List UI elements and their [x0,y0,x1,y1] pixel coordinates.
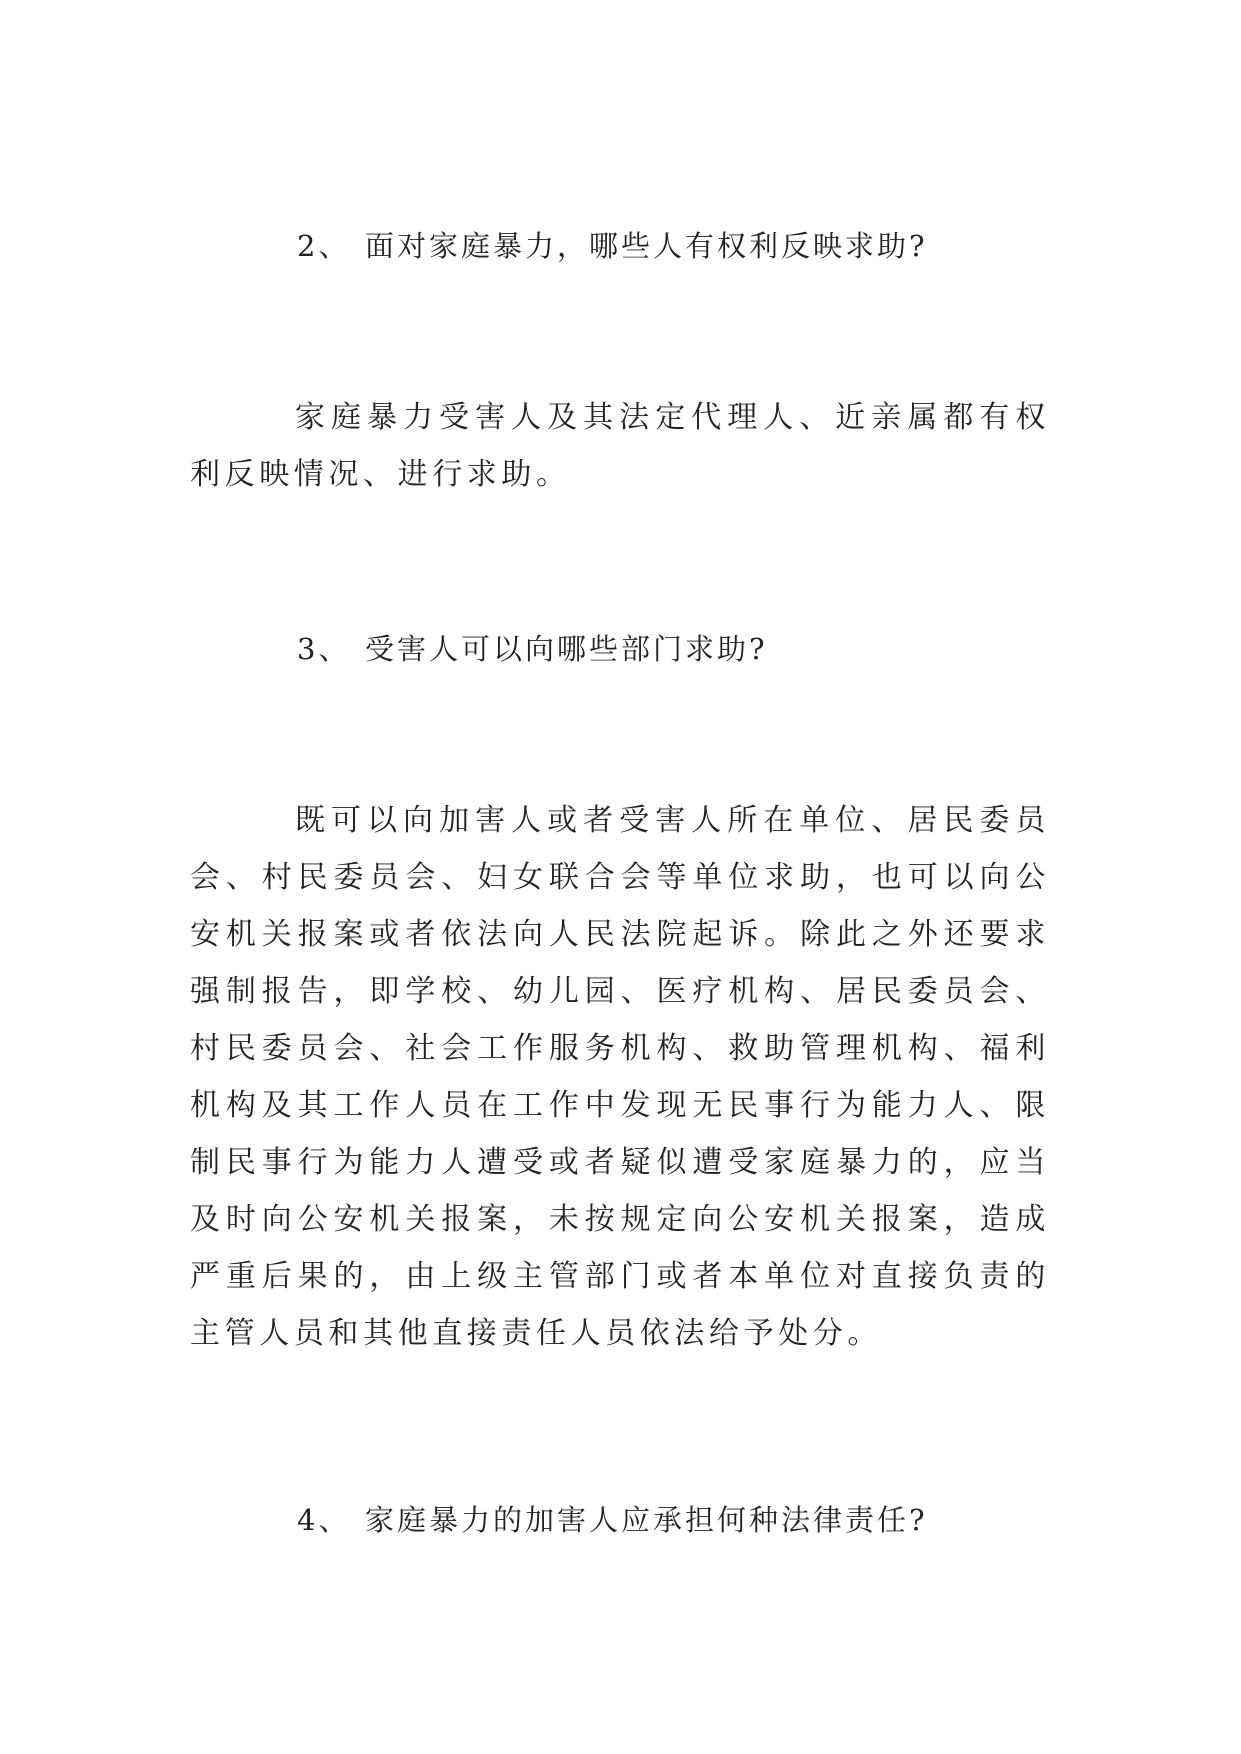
section-question: 家庭暴力的加害人应承担何种法律责任? [365,1503,928,1537]
section-question: 受害人可以向哪些部门求助? [365,632,768,666]
section-question: 面对家庭暴力，哪些人有权利反映求助? [365,229,928,263]
section-heading-4 [297,1500,928,1540]
section-heading-2 [297,226,928,266]
section-answer-2: 家庭暴力受害人及其法定代理人、近亲属都有权利反映情况、进行求助。 [190,400,1050,492]
section-heading-3 [297,629,768,669]
section-number: 3、 [297,632,351,666]
section-answer-3: 既可以向加害人或者受害人所在单位、居民委员会、村民委员会、妇女联合会等单位求助，也可以向公安机关报案或者依法向人民法院起诉。除此之外还要求强制报告，即学校、幼儿园、医疗机构、居民委员会、村民委员会、社会工作服务机构、救助管理机构、福利机构及其工作人员在工作中发现无民事行为能力人、限制民事行为能力人遭受或者疑似遭受家庭暴力的，应当及时向公安机关报案，未按规定向公安机关报案，造成严重后果的，由上级主管部门或者本单位对直接负责的主管人员和其他直接责任人员依法给予处分。 [190,803,1050,1351]
section-number: 2、 [297,229,351,263]
section-number: 4、 [297,1503,351,1537]
